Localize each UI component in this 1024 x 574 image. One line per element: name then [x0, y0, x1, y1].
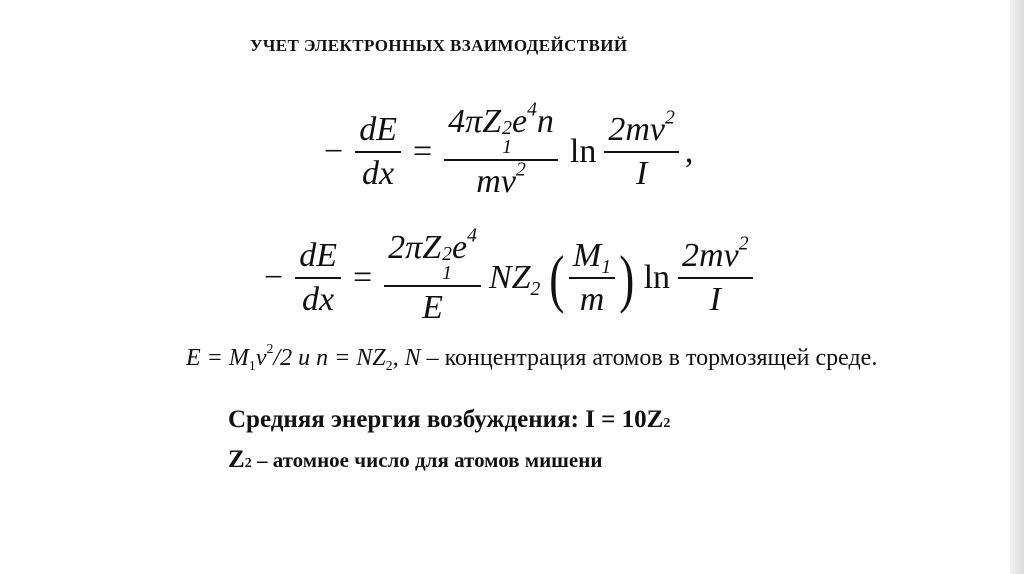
- lhs-fraction: $\frac{dE}{dx}$: [355, 112, 401, 191]
- rhs-fraction: 4πZ 2 1 $e^4n$ $mv^2$: [444, 104, 558, 200]
- minus-sign: −: [324, 133, 344, 171]
- paren-close: ): [619, 241, 635, 314]
- log-fraction: $\frac{2mv^2}{I}$: [604, 112, 679, 191]
- slide-title: УЧЕТ ЭЛЕКТРОННЫХ ВЗАИМОДЕЙСТВИЙ: [250, 36, 628, 55]
- rhs-fraction: 2πZ 2 1 $e^4$ E: [384, 230, 481, 326]
- nz-term: $NZ_2$: [488, 259, 541, 300]
- ln-function: ln: [569, 133, 597, 171]
- formula-stopping-power-2: [258, 224, 759, 327]
- equals-sign: =: [352, 259, 373, 297]
- atomic-number-line: Z2 – атомное число для атомов мишени: [228, 446, 603, 473]
- slide-edge: [1010, 0, 1024, 574]
- minus-sign: −: [264, 259, 284, 297]
- definition-line: $E = M_1v^2/2$ и $n = NZ_2$, N – концентрация атомов в тормозящей среде.: [186, 342, 878, 374]
- ln-function: ln: [643, 259, 671, 297]
- log-fraction: $\frac{2mv^2}{I}$: [678, 238, 753, 317]
- excitation-energy-line: Средняя энергия возбуждения: I = 10Z2: [228, 406, 671, 433]
- paren-open: (: [549, 241, 565, 314]
- trailing-comma: ,: [684, 133, 694, 171]
- lhs-fraction: $\frac{dE}{dx}$: [295, 238, 341, 317]
- equals-sign: =: [412, 133, 433, 171]
- formula-stopping-power-1: [318, 98, 694, 201]
- mass-ratio-fraction: $\frac{M_1}{m}$: [569, 238, 615, 317]
